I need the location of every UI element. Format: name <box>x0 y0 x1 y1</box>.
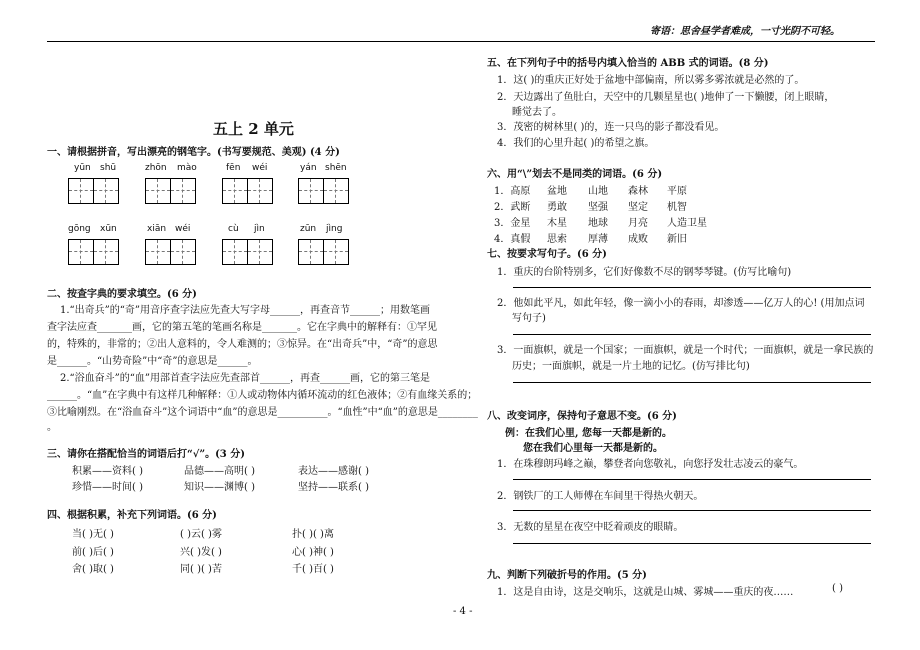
pinyin-text: zhōn <box>145 163 167 173</box>
s7-question: 写句子) <box>512 313 546 324</box>
answer-line[interactable] <box>513 382 871 383</box>
section-2-title: 二、按查字典的要求填空。(6 分) <box>47 289 197 300</box>
s6-word[interactable]: 山地 <box>588 186 608 197</box>
s2-line: ______。“血”在字典中有这样几种解释：①人或动物体内循环流动的红色液体；②有血缘关系的； <box>47 390 478 401</box>
section-4-title: 四、根据积累，补充下列词语。(6 分) <box>47 510 217 521</box>
s5-line: 4．我们的心里升起( )的希望之旗。 <box>497 138 655 149</box>
s4-idiom: 兴( )发( ) <box>180 547 222 558</box>
s5-line: 3．茂密的树林里( )的，连一只鸟的影子都没看见。 <box>497 122 725 133</box>
s4-idiom: 当( )无( ) <box>72 529 114 540</box>
s6-word[interactable]: 坚定 <box>628 202 648 213</box>
s5-line: 2．天边露出了鱼肚白，天空中的几颗星星也( )地伸了一下懒腰，闭上眼睛， <box>497 92 835 103</box>
pinyin-text: mào <box>177 163 197 173</box>
s4-idiom: 前( )后( ) <box>72 547 114 558</box>
writing-cell[interactable] <box>170 178 196 204</box>
section-6-title: 六、用“\”划去不是同类的词语。(6 分) <box>487 169 663 180</box>
s3-pair: 积累——资料( ) <box>72 466 143 477</box>
writing-cell[interactable] <box>222 239 248 265</box>
section-1-title: 一、请根据拼音，写出漂亮的钢笔字。(书写要规范、美观) (4 分) <box>47 147 340 158</box>
s6-word[interactable]: 地球 <box>588 218 608 229</box>
pinyin-text: zūn <box>300 224 317 234</box>
writing-cell[interactable] <box>145 178 171 204</box>
pinyin-text: xiān <box>147 224 167 234</box>
pinyin-text: cù <box>228 224 239 234</box>
s7-question: 1．重庆的台阶特别多，它们好像数不尽的钢琴琴键。(仿写比喻句) <box>497 267 792 278</box>
pinyin-text: wéi <box>252 163 268 173</box>
answer-line[interactable] <box>513 287 871 288</box>
s3-pair: 品德——高明( ) <box>184 466 255 477</box>
pinyin-text: shēn <box>325 163 347 173</box>
s3-pair: 坚持——联系( ) <box>298 482 369 493</box>
writing-cell[interactable] <box>298 178 324 204</box>
s6-word[interactable]: 森林 <box>628 186 648 197</box>
s6-word[interactable]: 成败 <box>628 234 648 245</box>
writing-cell[interactable] <box>298 239 324 265</box>
s4-idiom: 千( )百( ) <box>292 564 334 575</box>
writing-cell[interactable] <box>323 178 349 204</box>
s5-line: 睡觉去了。 <box>512 107 562 118</box>
s6-word[interactable]: 4．真假 <box>494 234 531 245</box>
s7-question: 3．一面旗帜，就是一个国家；一面旗帜，就是一个时代；一面旗帜，就是一拿民族的 <box>497 345 874 356</box>
s2-line: 。 <box>47 422 57 433</box>
s6-word[interactable]: 1．高原 <box>494 186 531 197</box>
pinyin-text: jìng <box>326 224 343 234</box>
s7-question: 2．他如此平凡，如此年轻，像一滴小小的春雨，却渗透——亿万人的心! (用加点词 <box>497 298 865 309</box>
pinyin-text: gōng <box>68 224 91 234</box>
pinyin-text: jìn <box>254 224 265 234</box>
s6-word[interactable]: 人造卫星 <box>667 218 707 229</box>
pinyin-text: yūn <box>74 163 91 173</box>
s2-line: 2.“浴血奋斗”的“血”用部首查字法应先查部首______，再查______画，它的第三笔是 <box>60 373 430 384</box>
writing-cell[interactable] <box>247 178 273 204</box>
writing-cell[interactable] <box>222 178 248 204</box>
s4-idiom: ( )云( )雾 <box>180 529 222 540</box>
answer-line[interactable] <box>513 510 871 511</box>
s8-question: 2．钢铁厂的工人师傅在车间里干得热火朝天。 <box>497 491 704 502</box>
pinyin-text: yán <box>300 163 317 173</box>
section-5-title: 五、在下列句子中的括号内填入恰当的 ABB 式的词语。(8 分) <box>487 58 769 69</box>
s6-word[interactable]: 2．武断 <box>494 202 531 213</box>
s6-word[interactable]: 盆地 <box>547 186 567 197</box>
writing-cell[interactable] <box>170 239 196 265</box>
writing-cell[interactable] <box>323 239 349 265</box>
s3-pair: 知识——渊博( ) <box>184 482 255 493</box>
page-number: - 4 - <box>453 606 473 617</box>
s6-word[interactable]: 思索 <box>547 234 567 245</box>
writing-cell[interactable] <box>247 239 273 265</box>
s6-word[interactable]: 勇敢 <box>547 202 567 213</box>
s8-question: 3．无数的星星在夜空中眨着顽皮的眼睛。 <box>497 522 684 533</box>
s9-answer-blank[interactable]: ( ) <box>832 583 843 594</box>
writing-cell[interactable] <box>93 239 119 265</box>
s8-example: 您在我们心里每一天都是新的。 <box>523 443 663 454</box>
writing-cell[interactable] <box>93 178 119 204</box>
s4-idiom: 扑( )( )离 <box>292 529 334 540</box>
pinyin-text: fēn <box>226 163 241 173</box>
s6-word[interactable]: 机智 <box>667 202 687 213</box>
writing-cell[interactable] <box>68 239 94 265</box>
page-title: 五上 2 单元 <box>213 120 294 138</box>
s6-word[interactable]: 新旧 <box>667 234 687 245</box>
s3-pair: 表达——感谢( ) <box>298 466 369 477</box>
answer-line[interactable] <box>513 543 871 544</box>
writing-cell[interactable] <box>68 178 94 204</box>
s4-idiom: 同( )( )苦 <box>180 564 222 575</box>
s6-word[interactable]: 月亮 <box>628 218 648 229</box>
s6-word[interactable]: 3．金星 <box>494 218 531 229</box>
s6-word[interactable]: 平原 <box>667 186 687 197</box>
section-9-title: 九、判断下列破折号的作用。(5 分) <box>487 570 647 581</box>
s2-line: 1.“出奇兵”的“奇”用音序查字法应先查大写字母______，再查音节______；用数笔画 <box>60 305 430 316</box>
header-rule <box>47 41 875 42</box>
section-8-title: 八、改变词序，保持句子意思不变。(6 分) <box>487 411 677 422</box>
section-7-title: 七、按要求写句子。(6 分) <box>487 249 607 260</box>
s2-line: 的，特殊的，非常的；②出人意料的，令人难测的；③惊异。在“出奇兵”中，“奇”的意思 <box>47 339 438 350</box>
s2-line: 查字法应查_______画，它的第五笔的笔画名称是_______。它在字典中的解释有：①罕见 <box>47 322 437 333</box>
s5-line: 1．这( )的重庆正好处于盆地中部偏南，所以雾多雾浓就是必然的了。 <box>497 75 805 86</box>
pinyin-text: xūn <box>100 224 117 234</box>
header-quote: 寄语：思舍昼学者难成，一寸光阴不可轻。 <box>650 26 840 37</box>
writing-cell[interactable] <box>145 239 171 265</box>
pinyin-text: wéi <box>175 224 191 234</box>
s2-line: 是______。“山势奇险”中“奇”的意思是______。 <box>47 356 258 367</box>
s4-idiom: 心( )神( ) <box>292 547 334 558</box>
answer-line[interactable] <box>513 334 871 335</box>
s4-idiom: 舍( )取( ) <box>72 564 114 575</box>
answer-line[interactable] <box>513 479 871 480</box>
section-3-title: 三、请你在搭配恰当的词语后打“√”。(3 分) <box>47 449 245 460</box>
s6-word[interactable]: 厚薄 <box>588 234 608 245</box>
s8-question: 1．在珠穆朗玛峰之巅，攀登者向您敬礼，向您抒发壮志凌云的豪气。 <box>497 459 804 470</box>
s2-line: ③比喻刚烈。在“浴血奋斗”这个词语中“血”的意思是__________。“血性”中“血”的意思是________ <box>47 407 478 418</box>
s9-question: 1．这是自由诗，这是交响乐，这就是山城、雾城——重庆的夜…… <box>497 587 794 598</box>
s7-question: 历史；一面旗帜，就是一片土地的记忆。(仿写排比句) <box>512 361 750 372</box>
s8-example: 例：在我们心里, 您每一天都是新的。 <box>505 428 672 439</box>
pinyin-text: shū <box>100 163 117 173</box>
s3-pair: 珍惜——时间( ) <box>72 482 143 493</box>
s6-word[interactable]: 木星 <box>547 218 567 229</box>
s6-word[interactable]: 坚强 <box>588 202 608 213</box>
